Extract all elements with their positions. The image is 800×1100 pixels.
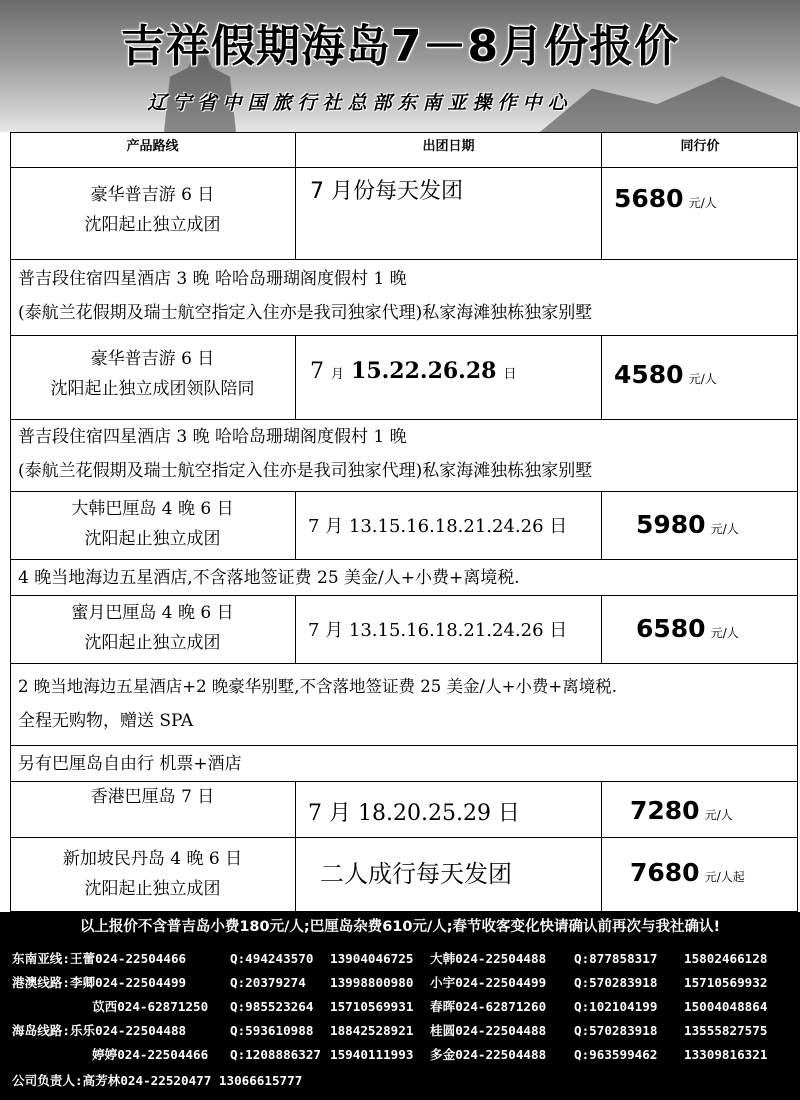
- contact-qq: Q:570283918: [574, 1023, 658, 1038]
- contact-qq: Q:963599462: [574, 1047, 658, 1062]
- contact-mobile: 15940111993: [330, 1047, 414, 1062]
- contact-name-phone: 大韩024-22504488: [430, 951, 547, 966]
- header-price: 同行价: [680, 139, 720, 154]
- price-value: 5980: [636, 510, 706, 539]
- product-cell: [10, 782, 296, 837]
- depart-date: 二人成行每天发团: [320, 860, 512, 888]
- contact-row: [12, 1020, 792, 1042]
- contact-name-phone: 春晖024-62871260: [430, 999, 547, 1014]
- price-value: 5680: [614, 184, 684, 213]
- contact-name-phone: 多金024-22504488: [430, 1047, 547, 1062]
- contact-row: [12, 972, 792, 994]
- date-cell: [296, 782, 602, 837]
- price-value: 7280: [630, 796, 700, 825]
- price-unit: 元/人: [688, 372, 717, 386]
- contact-name-phone: 小宇024-22504499: [430, 975, 547, 990]
- contact-mobile: 13998800980: [330, 975, 414, 990]
- depart-date: 7 月 15.22.26.28 日: [310, 358, 517, 384]
- note-text: 另有巴厘岛自由行 机票+酒店: [18, 754, 242, 774]
- table-row: [10, 336, 798, 420]
- contact-name-phone: 港澳线路:李卿024-22504499: [12, 975, 187, 990]
- table-row: [10, 596, 798, 664]
- contact-name-phone: 桂圆024-22504488: [430, 1023, 547, 1038]
- note-text: 2 晚当地海边五星酒店+2 晚豪华别墅,不含落地签证费 25 美金/人+小费+离境税.: [18, 677, 617, 696]
- page-subtitle: 辽宁省中国旅行社总部东南亚操作中心: [147, 92, 573, 114]
- product-detail: 沈阳起止独立成团领队陪同: [50, 379, 255, 399]
- date-cell: [296, 492, 602, 559]
- note-row: [10, 260, 798, 336]
- note-row: [10, 746, 798, 782]
- contact-name-phone: 海岛线路:乐乐024-22504488: [12, 1023, 187, 1038]
- note-text: 普吉段住宿四星酒店 3 晚 哈哈岛珊瑚阁度假村 1 晚: [18, 427, 407, 447]
- product-detail: 沈阳起止独立成团: [84, 529, 221, 549]
- product-cell: [10, 336, 296, 419]
- contact-qq: Q:1208886327: [230, 1047, 321, 1062]
- contact-row: [12, 948, 792, 970]
- contact-mobile: 13555827575: [684, 1023, 768, 1038]
- product-detail: 沈阳起止独立成团: [84, 215, 221, 235]
- product-cell: [10, 838, 296, 911]
- date-cell: [296, 336, 602, 419]
- contact-mobile: 15802466128: [684, 951, 768, 966]
- price-unit: 元/人: [688, 196, 717, 210]
- product-name: 新加坡民丹岛 4 晚 6 日: [62, 849, 243, 869]
- product-detail: 沈阳起止独立成团: [84, 879, 221, 899]
- contact-mobile: 13309816321: [684, 1047, 768, 1062]
- contact-qq: Q:570283918: [574, 975, 658, 990]
- product-name: 豪华普吉游 6 日: [90, 185, 215, 205]
- date-cell: [296, 596, 602, 663]
- contact-mobile: 15004048864: [684, 999, 768, 1014]
- price-cell: [602, 596, 798, 663]
- product-cell: [10, 492, 296, 559]
- price-unit: 元/人: [710, 626, 739, 640]
- footer-notice: 以上报价不含普吉岛小费180元/人;巴厘岛杂费610元/人;春节收客变化快请确认前再次与我社确认!: [0, 912, 800, 942]
- contact-row: [12, 996, 792, 1018]
- manager-contact: 公司负责人:高芳林024-22520477 13066615777: [12, 1073, 303, 1088]
- price-cell: [602, 168, 798, 259]
- contact-qq: Q:494243570: [230, 951, 314, 966]
- contact-qq: Q:20379274: [230, 975, 306, 990]
- price-cell: [602, 492, 798, 559]
- price-value: 6580: [636, 614, 706, 643]
- table-row: [10, 838, 798, 912]
- contact-qq: Q:593610988: [230, 1023, 314, 1038]
- date-cell: [296, 168, 602, 259]
- contact-list: [0, 942, 800, 1100]
- contact-qq: Q:877858317: [574, 951, 658, 966]
- contact-mobile: 18842528921: [330, 1023, 414, 1038]
- note-text: (泰航兰花假期及瑞士航空指定入住亦是我司独家代理)私家海滩独栋独家别墅: [18, 461, 593, 481]
- depart-date: 7 月份每天发团: [310, 179, 463, 204]
- contact-name-phone: 苡西024-62871250: [92, 999, 209, 1014]
- manager-row: [12, 1070, 792, 1092]
- note-row: [10, 560, 798, 596]
- header-product: 产品路线: [10, 132, 296, 167]
- note-text: (泰航兰花假期及瑞士航空指定入住亦是我司独家代理)私家海滩独栋独家别墅: [18, 303, 593, 323]
- contact-qq: Q:102104199: [574, 999, 658, 1014]
- contact-mobile: 13904046725: [330, 951, 414, 966]
- table-row: [10, 782, 798, 838]
- header-banner: [0, 0, 800, 132]
- price-cell: [602, 336, 798, 419]
- product-name: 豪华普吉游 6 日: [90, 349, 215, 369]
- product-name: 蜜月巴厘岛 4 晚 6 日: [71, 603, 234, 623]
- price-cell: [602, 782, 798, 837]
- price-value: 4580: [614, 360, 684, 389]
- contact-name-phone: 婷婷024-22504466: [92, 1047, 209, 1062]
- product-name: 大韩巴厘岛 4 晚 6 日: [71, 499, 234, 519]
- product-cell: [10, 168, 296, 259]
- price-unit: 元/人: [704, 808, 733, 822]
- price-unit: 元/人起: [704, 870, 745, 884]
- table-row: [10, 492, 798, 560]
- note-row: [10, 664, 798, 746]
- note-text: 普吉段住宿四星酒店 3 晚 哈哈岛珊瑚阁度假村 1 晚: [18, 269, 407, 289]
- contact-mobile: 15710569932: [684, 975, 768, 990]
- contact-mobile: 15710569931: [330, 999, 414, 1014]
- price-unit: 元/人: [710, 522, 739, 536]
- product-cell: [10, 596, 296, 663]
- table-header-row: [10, 132, 798, 168]
- contact-qq: Q:985523264: [230, 999, 314, 1014]
- depart-date: 7 月 13.15.16.18.21.24.26 日: [308, 516, 568, 537]
- note-text: 全程无购物，赠送 SPA: [18, 711, 194, 731]
- product-detail: 沈阳起止独立成团: [84, 633, 221, 653]
- page-title: 吉祥假期海岛7－8月份报价: [120, 21, 680, 72]
- price-cell: [602, 838, 798, 911]
- product-name: 香港巴厘岛 7 日: [90, 787, 215, 807]
- price-value: 7680: [630, 858, 700, 887]
- note-text: 4 晚当地海边五星酒店,不含落地签证费 25 美金/人+小费+离境税.: [18, 568, 520, 588]
- date-cell: [296, 838, 602, 911]
- note-row: [10, 420, 798, 492]
- contact-row: [12, 1044, 792, 1066]
- header-date: 出团日期: [296, 132, 602, 167]
- table-row: [10, 168, 798, 260]
- contact-name-phone: 东南亚线:王蕾024-22504466: [12, 951, 187, 966]
- depart-date: 7 月 18.20.25.29 日: [308, 801, 520, 826]
- depart-date: 7 月 13.15.16.18.21.24.26 日: [308, 620, 568, 641]
